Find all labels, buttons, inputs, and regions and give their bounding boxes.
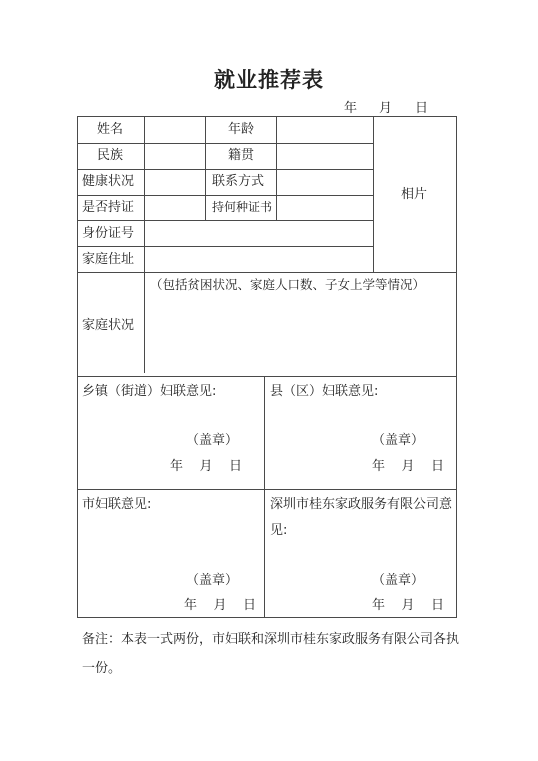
header-month-label: 月 <box>379 101 393 116</box>
native-place-label: 籍贯 <box>228 148 255 163</box>
company-date-label: 年 月 日 <box>372 598 445 613</box>
name-value-field[interactable] <box>145 117 204 143</box>
family-situation-field[interactable] <box>145 300 456 376</box>
town-date-label: 年 月 日 <box>170 459 243 474</box>
city-opinion-label: 市妇联意见: <box>82 497 152 512</box>
health-label: 健康状况 <box>82 174 135 189</box>
city-date-label: 年 月 日 <box>184 598 257 613</box>
county-date-label: 年 月 日 <box>372 459 445 474</box>
certificate-label: 是否持证 <box>82 200 135 215</box>
row-divider <box>77 489 457 490</box>
form-title: 就业推荐表 <box>214 68 324 92</box>
town-opinion-label: 乡镇（街道）妇联意见: <box>82 384 217 399</box>
town-seal-label: （盖章） <box>186 433 239 448</box>
ethnicity-label: 民族 <box>97 148 124 163</box>
footnote: 备注：本表一式两份，市妇联和深圳市桂东家政服务有限公司各执一份。 <box>82 632 460 676</box>
certificate-type-label: 持何种证书 <box>212 200 273 214</box>
column-divider <box>205 116 206 221</box>
age-value-field[interactable] <box>277 117 372 143</box>
family-situation-label: 家庭状况 <box>82 318 135 333</box>
certificate-value-field[interactable] <box>145 196 204 220</box>
id-number-label: 身份证号 <box>82 226 135 241</box>
contact-label: 联系方式 <box>212 174 265 189</box>
family-situation-hint: （包括贫困状况、家庭人口数、子女上学等情况） <box>150 277 426 292</box>
county-seal-label: （盖章） <box>372 433 425 448</box>
table-border-left <box>77 116 78 618</box>
company-seal-label: （盖章） <box>372 573 425 588</box>
table-border-right <box>456 116 457 618</box>
city-seal-label: （盖章） <box>186 573 239 588</box>
id-number-value-field[interactable] <box>145 221 372 246</box>
name-label: 姓名 <box>97 122 124 137</box>
age-label: 年龄 <box>228 122 255 137</box>
company-opinion-label: 深圳市桂东家政服务有限公司意见: <box>270 497 453 538</box>
row-divider <box>77 376 457 377</box>
certificate-type-value-field[interactable] <box>277 196 372 220</box>
row-divider <box>77 272 457 273</box>
header-year-label: 年 <box>344 101 358 116</box>
header-day-label: 日 <box>415 101 429 116</box>
table-border-bottom <box>77 617 457 618</box>
column-divider <box>264 376 265 618</box>
health-value-field[interactable] <box>145 170 204 195</box>
home-address-label: 家庭住址 <box>82 252 135 267</box>
photo-label: 相片 <box>401 187 428 202</box>
home-address-value-field[interactable] <box>145 247 372 272</box>
county-opinion-label: 县（区）妇联意见: <box>270 384 379 399</box>
ethnicity-value-field[interactable] <box>145 144 204 169</box>
contact-value-field[interactable] <box>277 170 372 195</box>
photo-box <box>374 117 456 272</box>
native-place-value-field[interactable] <box>277 144 372 169</box>
